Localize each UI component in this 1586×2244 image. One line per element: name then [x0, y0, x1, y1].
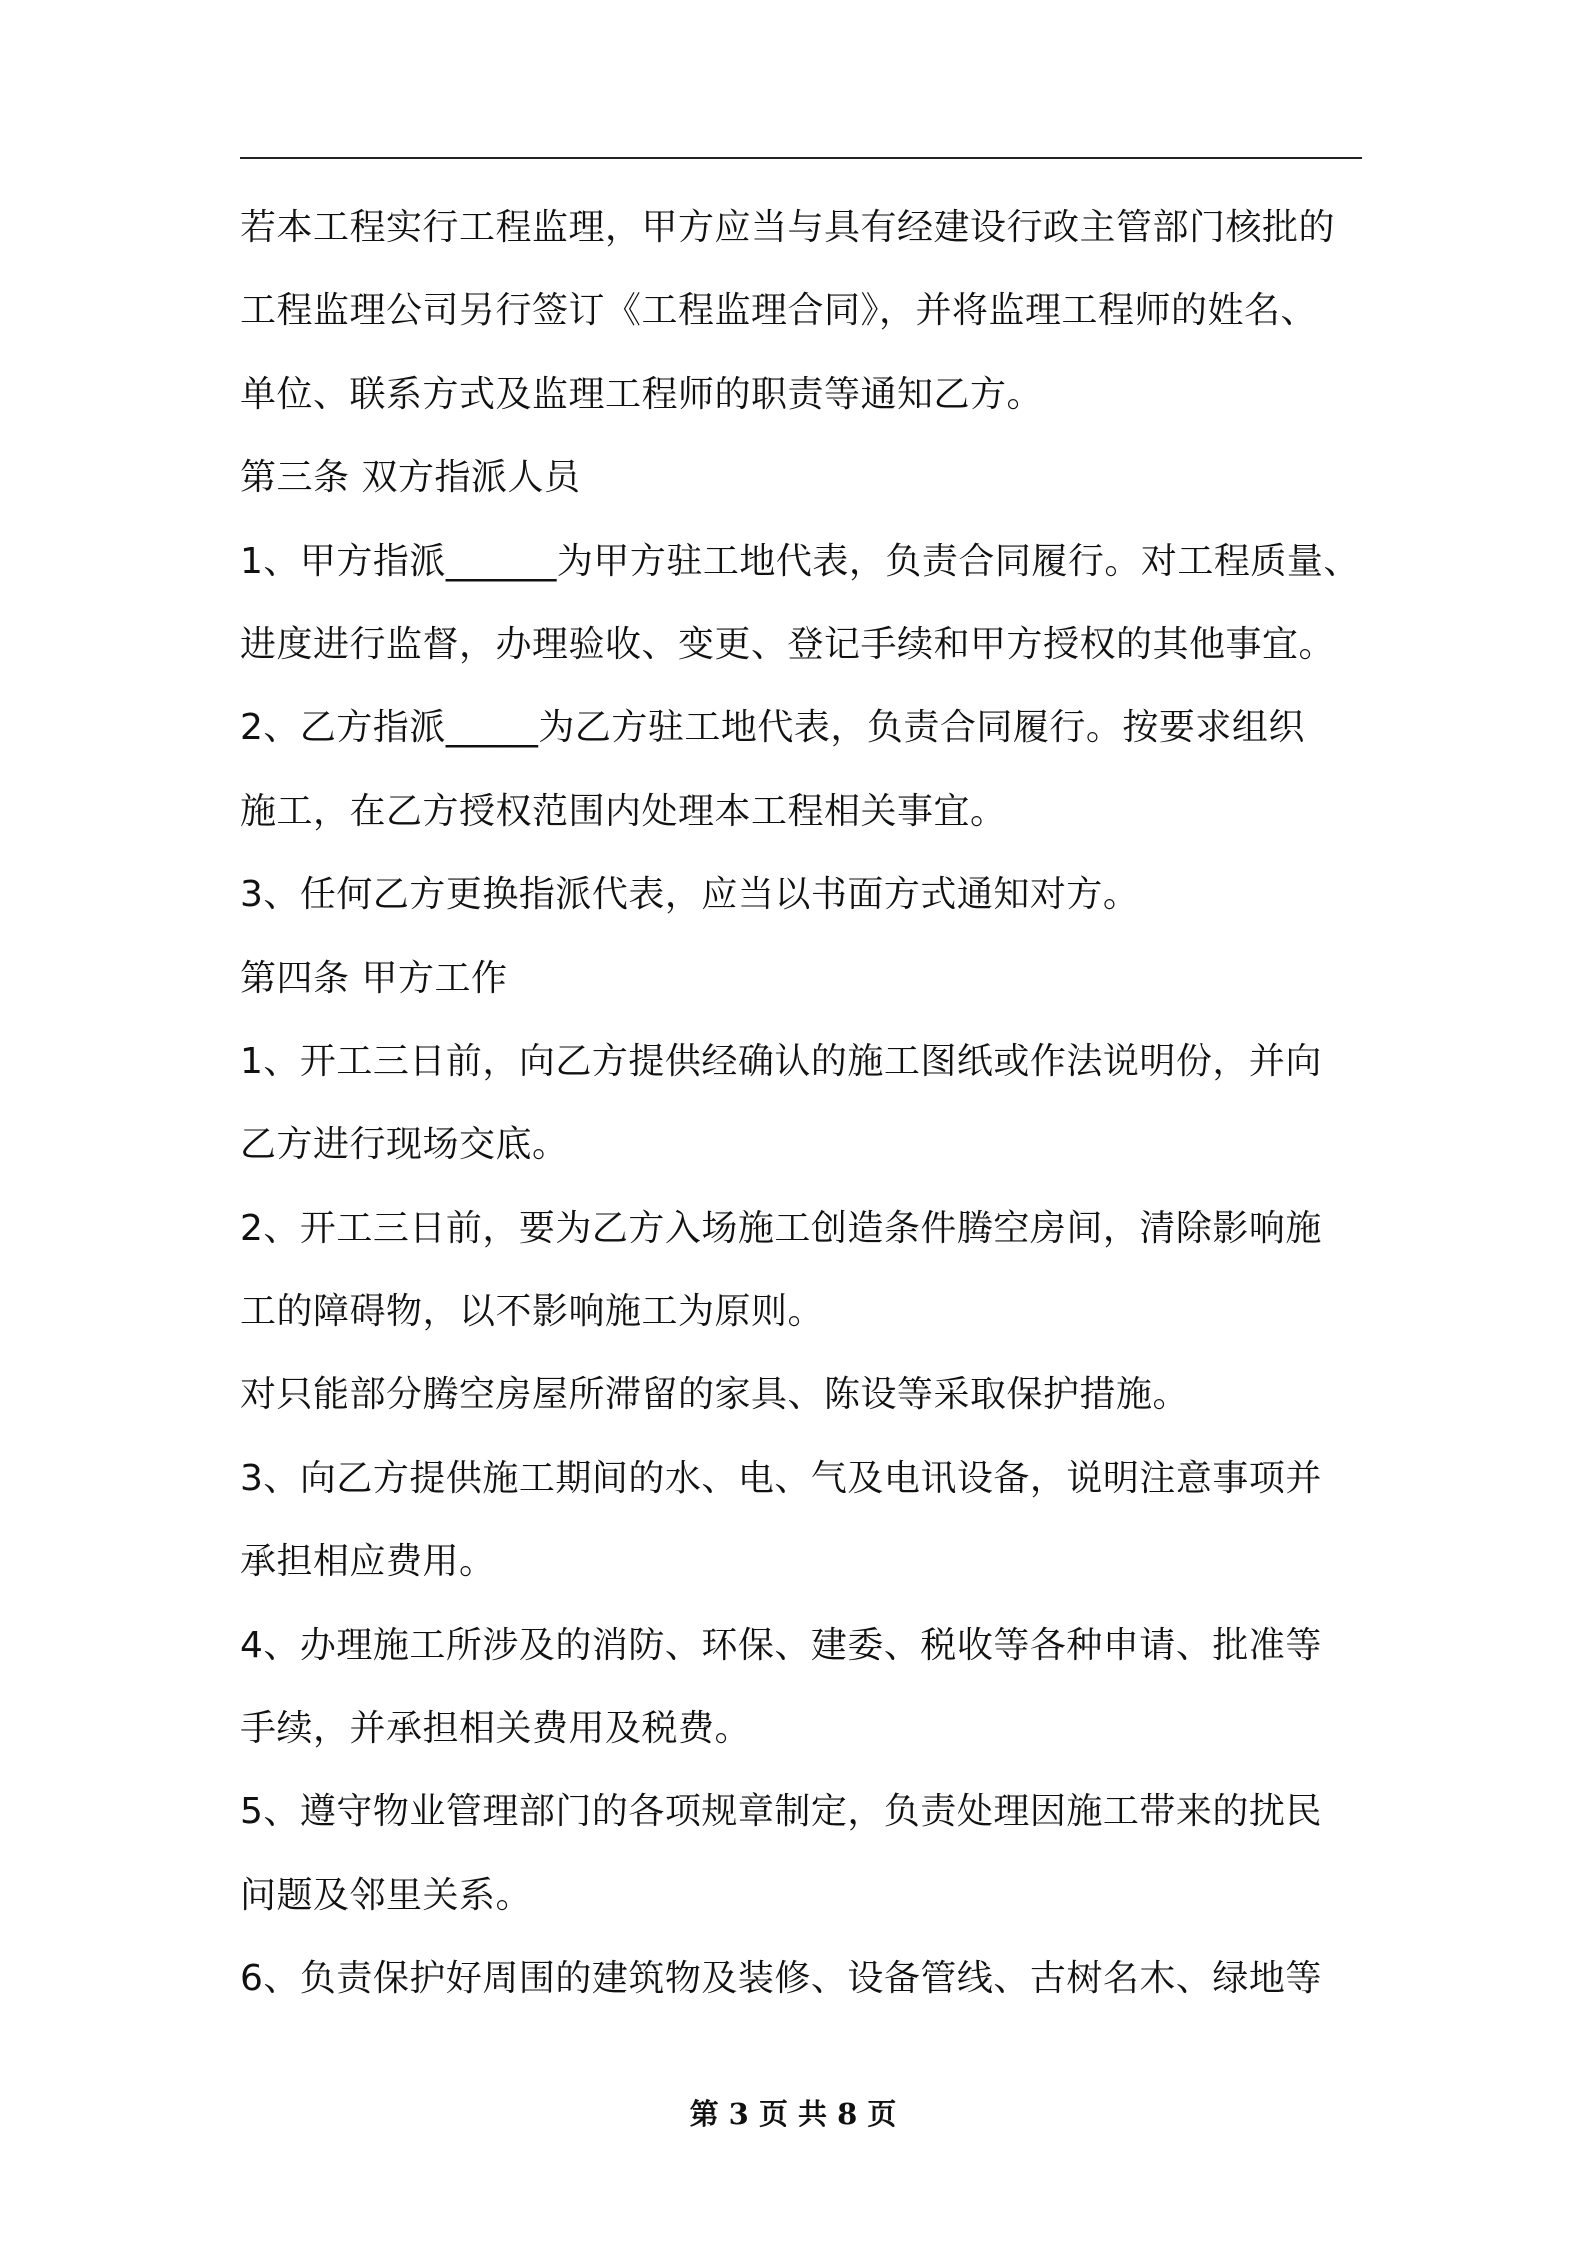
text-line: 2、乙方指派_____为乙方驻工地代表，负责合同履行。按要求组织	[240, 707, 1305, 749]
text-line: 乙方进行现场交底。	[240, 1124, 569, 1166]
text-line: 问题及邻里关系。	[240, 1874, 533, 1916]
text-line: 5、遵守物业管理部门的各项规章制定，负责处理因施工带来的扰民	[240, 1791, 1322, 1833]
text-line: 6、负责保护好周围的建筑物及装修、设备管线、古树名木、绿地等	[240, 1958, 1322, 2000]
header-rule	[240, 157, 1362, 159]
section-heading: 第四条 甲方工作	[240, 957, 508, 999]
page-footer	[0, 2094, 1586, 2134]
text-line: 1、开工三日前，向乙方提供经确认的施工图纸或作法说明份，并向	[240, 1040, 1322, 1082]
text-line: 对只能部分腾空房屋所滞留的家具、陈设等采取保护措施。	[240, 1374, 1190, 1416]
text-line: 1、甲方指派______为甲方驻工地代表，负责合同履行。对工程质量、	[240, 540, 1360, 582]
text-line: 工的障碍物，以不影响施工为原则。	[240, 1291, 825, 1333]
text-line: 3、向乙方提供施工期间的水、电、气及电讯设备，说明注意事项并	[240, 1457, 1322, 1499]
text-line: 进度进行监督，办理验收、变更、登记手续和甲方授权的其他事宜。	[240, 623, 1336, 665]
text-line: 4、办理施工所涉及的消防、环保、建委、税收等各种申请、批准等	[240, 1624, 1322, 1666]
page-number: 第 3 页 共 8 页	[689, 2097, 897, 2131]
text-line: 手续，并承担相关费用及税费。	[240, 1708, 752, 1750]
text-line: 2、开工三日前，要为乙方入场施工创造条件腾空房间，清除影响施	[240, 1207, 1322, 1249]
text-line: 工程监理公司另行签订《工程监理合同》，并将监理工程师的姓名、	[240, 290, 1318, 332]
body-text	[240, 198, 1365, 2033]
text-line: 承担相应费用。	[240, 1541, 496, 1583]
text-line: 单位、联系方式及监理工程师的职责等通知乙方。	[240, 373, 1044, 415]
text-line: 施工，在乙方授权范围内处理本工程相关事宜。	[240, 790, 1007, 832]
section-heading: 第三条 双方指派人员	[240, 457, 581, 499]
text-line: 若本工程实行工程监理，甲方应当与具有经建设行政主管部门核批的	[240, 207, 1336, 248]
text-line: 3、任何乙方更换指派代表，应当以书面方式通知对方。	[240, 874, 1140, 916]
